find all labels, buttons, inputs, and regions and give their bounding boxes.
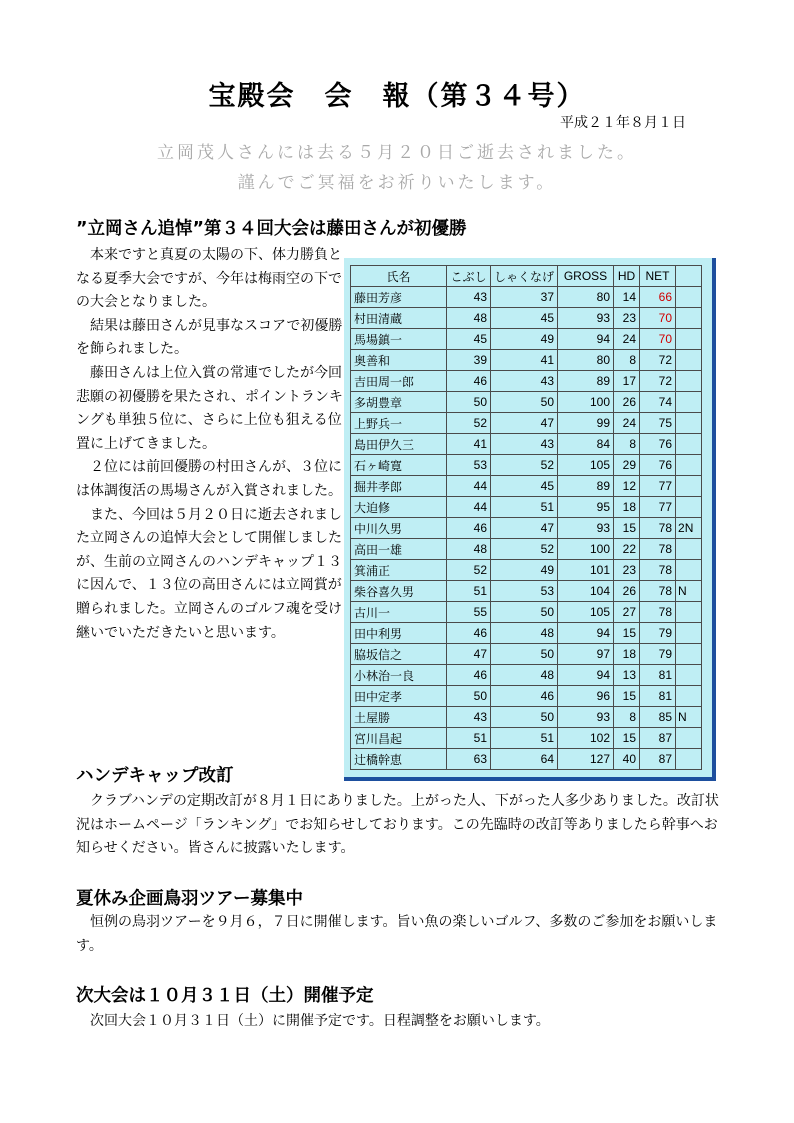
cell-name: 脇坂信之 <box>351 644 447 665</box>
cell-kobushi: 43 <box>447 287 491 308</box>
cell-gross: 93 <box>558 518 614 539</box>
cell-shakunage: 48 <box>491 623 558 644</box>
cell-note <box>676 728 702 749</box>
cell-net: 72 <box>640 371 676 392</box>
cell-net: 77 <box>640 497 676 518</box>
cell-name: 多胡豊章 <box>351 392 447 413</box>
cell-name: 柴谷喜久男 <box>351 581 447 602</box>
cell-shakunage: 37 <box>491 287 558 308</box>
cell-net: 81 <box>640 665 676 686</box>
table-header-row <box>351 266 702 287</box>
cell-kobushi: 50 <box>447 686 491 707</box>
cell-note: N <box>676 707 702 728</box>
table-row <box>351 728 702 749</box>
cell-kobushi: 46 <box>447 665 491 686</box>
table-row <box>351 497 702 518</box>
cell-net: 85 <box>640 707 676 728</box>
cell-name: 吉田周一郎 <box>351 371 447 392</box>
cell-gross: 99 <box>558 413 614 434</box>
table-row <box>351 434 702 455</box>
table-row <box>351 686 702 707</box>
cell-gross: 93 <box>558 707 614 728</box>
article-2-headline: ハンデキャップ改訂 <box>76 766 234 786</box>
cell-hd: 27 <box>614 602 640 623</box>
cell-net: 77 <box>640 476 676 497</box>
cell-name: 馬場鎮一 <box>351 329 447 350</box>
cell-net: 87 <box>640 749 676 770</box>
table-row <box>351 665 702 686</box>
cell-net: 70 <box>640 329 676 350</box>
cell-kobushi: 47 <box>447 644 491 665</box>
cell-kobushi: 55 <box>447 602 491 623</box>
cell-gross: 80 <box>558 287 614 308</box>
cell-name: 宮川昌起 <box>351 728 447 749</box>
cell-shakunage: 64 <box>491 749 558 770</box>
cell-net: 76 <box>640 434 676 455</box>
article-4-body <box>76 1010 724 1034</box>
column-header-shakunage: しゃくなげ <box>491 266 558 287</box>
cell-kobushi: 50 <box>447 392 491 413</box>
cell-gross: 89 <box>558 476 614 497</box>
cell-shakunage: 51 <box>491 497 558 518</box>
cell-net: 78 <box>640 581 676 602</box>
memorial-line-2: 謹んでご冥福をお祈りいたします。 <box>237 173 557 193</box>
cell-hd: 40 <box>614 749 640 770</box>
cell-kobushi: 63 <box>447 749 491 770</box>
results-table-panel <box>344 258 716 781</box>
cell-note <box>676 623 702 644</box>
cell-hd: 18 <box>614 497 640 518</box>
cell-name: 田中利男 <box>351 623 447 644</box>
cell-note <box>676 287 702 308</box>
cell-note <box>676 749 702 770</box>
cell-shakunage: 45 <box>491 476 558 497</box>
table-row <box>351 350 702 371</box>
cell-kobushi: 44 <box>447 497 491 518</box>
cell-gross: 104 <box>558 581 614 602</box>
article-3-headline: 夏休み企画鳥羽ツアー募集中 <box>76 889 303 909</box>
cell-gross: 105 <box>558 602 614 623</box>
cell-hd: 23 <box>614 560 640 581</box>
article-1-paragraph: ２位には前回優勝の村田さんが、３位には体調復活の馬場さんが入賞されました。 <box>76 459 342 499</box>
table-row <box>351 560 702 581</box>
cell-kobushi: 43 <box>447 707 491 728</box>
results-table <box>350 265 702 770</box>
cell-kobushi: 51 <box>447 728 491 749</box>
article-1-paragraph: 結果は藤田さんが見事なスコアで初優勝を飾られました。 <box>76 317 343 358</box>
cell-shakunage: 47 <box>491 413 558 434</box>
cell-note <box>676 644 702 665</box>
cell-name: 中川久男 <box>351 518 447 539</box>
cell-shakunage: 47 <box>491 518 558 539</box>
cell-gross: 95 <box>558 497 614 518</box>
cell-net: 78 <box>640 539 676 560</box>
table-row <box>351 707 702 728</box>
cell-name: 島田伊久三 <box>351 434 447 455</box>
cell-net: 78 <box>640 602 676 623</box>
cell-net: 87 <box>640 728 676 749</box>
cell-net: 74 <box>640 392 676 413</box>
cell-net: 70 <box>640 308 676 329</box>
cell-note <box>676 350 702 371</box>
cell-shakunage: 50 <box>491 392 558 413</box>
cell-gross: 97 <box>558 644 614 665</box>
column-header-kobushi: こぶし <box>447 266 491 287</box>
cell-note <box>676 413 702 434</box>
cell-note: 2N <box>676 518 702 539</box>
article-1-paragraph: また、今回は５月２０日に逝去されました立岡さんの追悼大会として開催しましたが、生前の立岡さんのハンデキャップ１３に因んで、１３位の高田さんには立岡賞が贈られました。立岡さんのゴルフ魂を受け継いでいただきたいと思います。 <box>76 506 342 641</box>
article-3-paragraph: 恒例の鳥羽ツアーを９月６，７日に開催します。旨い魚の楽しいゴルフ、多数のご参加をお願いします。 <box>76 914 718 954</box>
article-1-paragraph: 藤田さんは上位入賞の常連でしたが今回悲願の初優勝を果たされ、ポイントランキングも単独５位に、さらに上位も狙える位置に上げてきました。 <box>76 364 343 452</box>
cell-shakunage: 41 <box>491 350 558 371</box>
cell-name: 古川一 <box>351 602 447 623</box>
cell-shakunage: 53 <box>491 581 558 602</box>
article-4-headline: 次大会は１０月３１日（土）開催予定 <box>76 986 374 1006</box>
cell-hd: 22 <box>614 539 640 560</box>
cell-note <box>676 539 702 560</box>
cell-net: 72 <box>640 350 676 371</box>
article-2-body <box>76 790 724 861</box>
cell-kobushi: 45 <box>447 329 491 350</box>
cell-shakunage: 46 <box>491 686 558 707</box>
newsletter-title: 宝殿会 会 報（第３４号） <box>208 81 586 112</box>
cell-shakunage: 48 <box>491 665 558 686</box>
cell-kobushi: 46 <box>447 371 491 392</box>
cell-hd: 13 <box>614 665 640 686</box>
article-4-paragraph: 次回大会１０月３１日（土）に開催予定です。日程調整をお願いします。 <box>90 1013 550 1029</box>
cell-name: 田中定孝 <box>351 686 447 707</box>
cell-note <box>676 560 702 581</box>
cell-net: 75 <box>640 413 676 434</box>
cell-net: 76 <box>640 455 676 476</box>
cell-hd: 24 <box>614 413 640 434</box>
cell-gross: 93 <box>558 308 614 329</box>
cell-net: 81 <box>640 686 676 707</box>
cell-shakunage: 49 <box>491 560 558 581</box>
cell-name: 土屋勝 <box>351 707 447 728</box>
cell-hd: 8 <box>614 350 640 371</box>
cell-gross: 100 <box>558 392 614 413</box>
cell-kobushi: 41 <box>447 434 491 455</box>
cell-name: 小林治一良 <box>351 665 447 686</box>
cell-shakunage: 49 <box>491 329 558 350</box>
issue-date: 平成２１年８月１日 <box>560 115 686 131</box>
cell-gross: 94 <box>558 665 614 686</box>
cell-gross: 89 <box>558 371 614 392</box>
cell-shakunage: 50 <box>491 602 558 623</box>
cell-net: 66 <box>640 287 676 308</box>
cell-hd: 14 <box>614 287 640 308</box>
cell-kobushi: 52 <box>447 560 491 581</box>
table-row <box>351 413 702 434</box>
table-row <box>351 287 702 308</box>
cell-hd: 29 <box>614 455 640 476</box>
cell-shakunage: 51 <box>491 728 558 749</box>
table-row <box>351 581 702 602</box>
cell-name: 村田清蔵 <box>351 308 447 329</box>
cell-hd: 24 <box>614 329 640 350</box>
cell-hd: 18 <box>614 644 640 665</box>
column-header-note <box>676 266 702 287</box>
cell-kobushi: 48 <box>447 539 491 560</box>
cell-note: N <box>676 581 702 602</box>
cell-note <box>676 329 702 350</box>
table-row <box>351 371 702 392</box>
cell-gross: 96 <box>558 686 614 707</box>
cell-gross: 94 <box>558 329 614 350</box>
cell-name: 上野兵一 <box>351 413 447 434</box>
cell-gross: 94 <box>558 623 614 644</box>
memorial-line-1: 立岡茂人さんには去る５月２０日ご逝去されました。 <box>157 143 637 163</box>
column-header-hd: HD <box>614 266 640 287</box>
cell-hd: 15 <box>614 728 640 749</box>
table-row <box>351 308 702 329</box>
cell-kobushi: 39 <box>447 350 491 371</box>
cell-gross: 127 <box>558 749 614 770</box>
cell-net: 79 <box>640 644 676 665</box>
cell-gross: 100 <box>558 539 614 560</box>
cell-hd: 15 <box>614 623 640 644</box>
article-2-paragraph: クラブハンデの定期改訂が８月１日にありました。上がった人、下がった人多少ありました。改訂状況はホームページ「ランキング」でお知らせしております。この先臨時の改訂等ありましたら幹事へお知らせください。皆さんに披露いたします。 <box>76 793 719 857</box>
cell-note <box>676 434 702 455</box>
column-header-name: 氏名 <box>351 266 447 287</box>
table-row <box>351 476 702 497</box>
cell-kobushi: 51 <box>447 581 491 602</box>
article-1-body <box>76 244 348 645</box>
cell-name: 辻橋幹恵 <box>351 749 447 770</box>
cell-kobushi: 48 <box>447 308 491 329</box>
article-1-headline: ”立岡さん追悼”第３４回大会は藤田さんが初優勝 <box>76 219 467 239</box>
table-body <box>351 287 702 770</box>
cell-net: 78 <box>640 518 676 539</box>
table-row <box>351 518 702 539</box>
cell-name: 掘井孝郎 <box>351 476 447 497</box>
cell-note <box>676 686 702 707</box>
cell-gross: 101 <box>558 560 614 581</box>
cell-hd: 15 <box>614 686 640 707</box>
article-3-body <box>76 911 724 958</box>
cell-gross: 105 <box>558 455 614 476</box>
cell-hd: 26 <box>614 392 640 413</box>
cell-note <box>676 476 702 497</box>
table-row <box>351 455 702 476</box>
cell-kobushi: 46 <box>447 518 491 539</box>
table-row <box>351 392 702 413</box>
table-row <box>351 602 702 623</box>
table-row <box>351 644 702 665</box>
cell-shakunage: 43 <box>491 371 558 392</box>
cell-name: 高田一雄 <box>351 539 447 560</box>
cell-hd: 17 <box>614 371 640 392</box>
cell-note <box>676 392 702 413</box>
column-header-gross: GROSS <box>558 266 614 287</box>
cell-shakunage: 43 <box>491 434 558 455</box>
cell-note <box>676 371 702 392</box>
cell-gross: 102 <box>558 728 614 749</box>
cell-kobushi: 52 <box>447 413 491 434</box>
cell-shakunage: 50 <box>491 707 558 728</box>
cell-shakunage: 52 <box>491 455 558 476</box>
cell-note <box>676 665 702 686</box>
cell-note <box>676 308 702 329</box>
article-1-paragraph: 本来ですと真夏の太陽の下、体力勝負となる夏季大会ですが、今年は梅雨空の下での大会となりました。 <box>76 247 342 311</box>
cell-kobushi: 46 <box>447 623 491 644</box>
table-row <box>351 329 702 350</box>
cell-gross: 80 <box>558 350 614 371</box>
cell-note <box>676 455 702 476</box>
cell-name: 箕浦正 <box>351 560 447 581</box>
table-row <box>351 623 702 644</box>
cell-hd: 12 <box>614 476 640 497</box>
cell-hd: 8 <box>614 707 640 728</box>
cell-net: 78 <box>640 560 676 581</box>
cell-hd: 15 <box>614 518 640 539</box>
cell-name: 奥善和 <box>351 350 447 371</box>
cell-shakunage: 52 <box>491 539 558 560</box>
cell-name: 藤田芳彦 <box>351 287 447 308</box>
cell-kobushi: 44 <box>447 476 491 497</box>
cell-hd: 23 <box>614 308 640 329</box>
cell-name: 大迫修 <box>351 497 447 518</box>
cell-net: 79 <box>640 623 676 644</box>
table-row <box>351 749 702 770</box>
cell-note <box>676 497 702 518</box>
table-row <box>351 539 702 560</box>
column-header-net: NET <box>640 266 676 287</box>
cell-note <box>676 602 702 623</box>
cell-shakunage: 45 <box>491 308 558 329</box>
cell-hd: 26 <box>614 581 640 602</box>
cell-kobushi: 53 <box>447 455 491 476</box>
cell-gross: 84 <box>558 434 614 455</box>
cell-name: 石ヶ崎寛 <box>351 455 447 476</box>
cell-hd: 8 <box>614 434 640 455</box>
cell-shakunage: 50 <box>491 644 558 665</box>
